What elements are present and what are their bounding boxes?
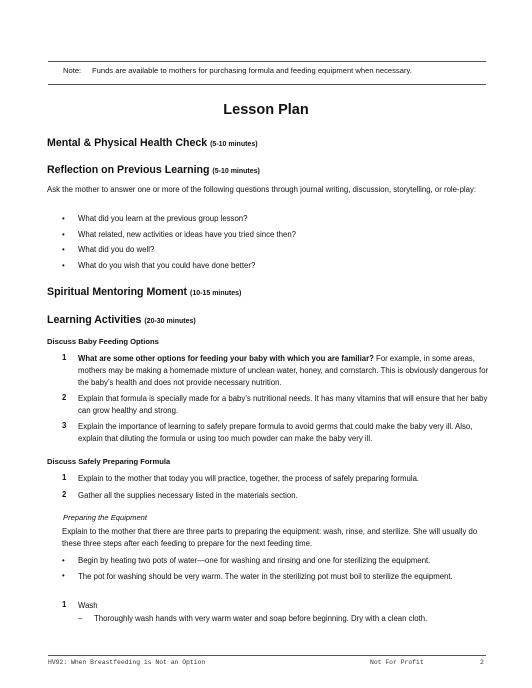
preparing-formula-item: Explain to the mother that today you will practice, together, the process of safely preparing formula. (78, 474, 420, 483)
document-page: Note: Funds are available to mothers for purchasing formula and feeding equipment when necessary. Lesson Plan Mental & Physical Health Check (5-10 minutes) Reflection on Previous Learning (5-10 minutes) Ask the mother to answer one or more of the following questions through journal writing, discussion, storytelling, or role-play: • What did you learn at the previous group lesson? • What related, new activities or ideas have you tried since then? • What did you do well? • What do you wish that you could have done better? Spiritual Mentoring Moment (10-15 minutes) Learning Activities (20-30 minutes) Discuss Baby Feeding Options 1 What are some other options for feeding your baby with which you are familiar? For example, in some areas, mothers may be making a homemade mixture of unclean water, honey, and cornstarch. This is obviously dangerous for the baby’s health and does not provide necessary nutrition. 2 Explain that formula is specially made for a baby’s nutritional needs. It has many vitamins that will ensure that her baby can grow healthy and strong. 3 Explain the importance of learning to safely prepare formula to avoid germs that could make the baby very ill. Also, explain that diluting the formula or using too much powder can make the baby very ill. Discuss Safely Preparing Formula 1 Explain to the mother that today you will practice, together, the process of safely preparing formula. 2 Gather all the supplies necessary listed in the materials section. Preparing the Equipment Explain to the mother that there are three parts to preparing the equipment: wash, rinse, and sterilize. She will usually do these three steps after each feeding to prepare for the next feeding time. • Begin by heating two pots of water—one for washing and rinsing and one for sterilizing the equipment. • The pot for washing should be very warm. The water in the sterilizing pot must boil to sterilize the equipment. 1 Wash – Thoroughly wash hands with very warm water and soap before beginning. Dry with a clean cloth. HV92: When Breastfeeding is Not an Option Not For Profit 2 (0, 0, 532, 688)
footer-center: Not For Profit (370, 659, 424, 666)
page-number: 2 (480, 659, 484, 666)
feeding-options-heading: Discuss Baby Feeding Options (47, 337, 159, 346)
feeding-option-item: Explain that formula is specially made for a baby’s nutritional needs. It has many vitamins that will ensure that her baby can grow healthy and strong. (78, 394, 488, 415)
spiritual-title: Spiritual Mentoring Moment (47, 286, 188, 298)
top-rule (48, 61, 486, 62)
footer-title: HV92: When Breastfeeding is Not an Option (48, 659, 206, 666)
list-number: 1 (62, 473, 67, 482)
spiritual-duration: (10-15 minutes) (190, 290, 242, 297)
reflection-title: Reflection on Previous Learning (47, 164, 210, 176)
footer-rule (48, 655, 486, 656)
list-number: 1 (62, 353, 67, 362)
note-label: Note: (63, 66, 82, 75)
learning-duration: (20-30 minutes) (144, 318, 196, 325)
funding-note (63, 66, 412, 75)
reflection-duration: (5-10 minutes) (212, 168, 260, 175)
learning-title: Learning Activities (47, 314, 142, 326)
health-check-duration: (5-10 minutes) (210, 141, 258, 148)
preparing-formula-heading: Discuss Safely Preparing Formula (47, 457, 171, 466)
wash-step-label: Wash (78, 601, 98, 610)
preparing-formula-item: Gather all the supplies necessary listed in the materials section. (78, 491, 298, 500)
list-number: 2 (62, 393, 67, 402)
feeding-option-item: What are some other options for feeding your baby with which you are familiar? For example, in some areas, mothers may be making a homemade mixture of unclean water, honey, and cornstarch. This is obviously dangerous for the baby’s health and does not provide necessary nutrition. (78, 354, 489, 387)
equipment-subheading: Preparing the Equipment (63, 513, 148, 522)
learning-heading (47, 314, 196, 326)
list-number: 3 (62, 421, 67, 430)
list-number: 2 (62, 490, 67, 499)
health-check-heading (47, 137, 258, 149)
reflection-heading (47, 164, 260, 176)
page-footer (48, 659, 488, 666)
feeding-option-item: Explain the importance of learning to safely prepare formula to avoid germs that could make the baby very ill. Also, explain that diluting the formula or using too much powder can make the baby very ill. (78, 422, 473, 443)
page-title: Lesson Plan (223, 102, 309, 118)
health-check-title: Mental & Physical Health Check (47, 137, 208, 149)
list-number: 1 (62, 600, 67, 609)
note-bottom-rule (48, 84, 486, 85)
reflection-intro: Ask the mother to answer one or more of the following questions through journal writing, discussion, storytelling, or role-play: (47, 185, 477, 194)
equipment-intro: Explain to the mother that there are three parts to preparing the equipment: wash, rinse, and sterilize. She will usually do these three steps after each feeding to prepare for the next feeding time. (62, 527, 478, 548)
spiritual-heading (47, 286, 241, 298)
note-text: Funds are available to mothers for purchasing formula and feeding equipment when necessary. (92, 66, 412, 75)
